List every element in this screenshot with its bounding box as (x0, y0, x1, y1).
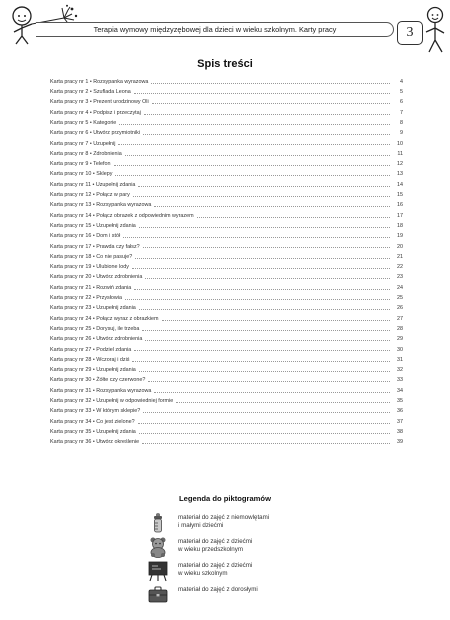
toc-entry (50, 250, 403, 260)
toc-entry-page: 39 (397, 439, 403, 446)
toc-entry-page: 18 (397, 222, 403, 229)
toc-entry-label: Karta pracy nr 30 • Żółte czy czerwone? (50, 377, 146, 384)
toc-dot-leader (145, 278, 390, 279)
toc-entry-label: Karta pracy nr 8 • Zdrobnienia (50, 150, 122, 157)
toc-entry-page: 13 (397, 171, 403, 178)
toc-entry-label: Karta pracy nr 19 • Ulubione lody (50, 264, 129, 271)
toc-entry-page: 35 (397, 398, 403, 404)
toc-entry (50, 394, 403, 404)
legend-text-line: i małymi dziećmi (178, 522, 224, 530)
toc-entry-page: 9 (400, 130, 403, 137)
toc-dot-leader (135, 258, 390, 259)
toc-entry (50, 157, 403, 167)
toc-entry (50, 137, 403, 147)
toc-dot-leader (145, 340, 390, 341)
toc-entry (50, 240, 403, 250)
toc-entry (50, 435, 403, 445)
toc-entry-page: 29 (397, 336, 403, 343)
toc-dot-leader (152, 103, 390, 104)
toc-entry-label: Karta pracy nr 36 • Utwórz określenie (50, 439, 140, 446)
toc-entry-label: Karta pracy nr 29 • Uzupełnij zdania (50, 367, 136, 374)
toc-dot-leader (154, 206, 390, 207)
toc-dot-leader (134, 350, 390, 351)
toc-dot-leader (114, 165, 390, 166)
toc-entry-label: Karta pracy nr 7 • Uzupełnij (50, 140, 116, 147)
toc-dot-leader (134, 289, 390, 290)
toc-dot-leader (139, 371, 390, 372)
toc-entry-label: Karta pracy nr 13 • Rozsypanka wyrazowa (50, 202, 152, 209)
toc-entry-label: Karta pracy nr 20 • Utwórz zdrobnienia (50, 274, 143, 281)
legend-item-school (146, 560, 346, 584)
toc-entry-page: 38 (397, 428, 403, 435)
toc-entry-page: 28 (397, 325, 403, 332)
toc-entry-label: Karta pracy nr 34 • Co jest zielone? (50, 418, 135, 425)
toc-dot-leader (132, 268, 390, 269)
toc-entry-page: 33 (397, 377, 403, 384)
toc-entry-page: 32 (397, 367, 403, 374)
toc-entry (50, 147, 403, 157)
toc-dot-leader (148, 381, 390, 382)
toc-entry-label: Karta pracy nr 35 • Uzupełnij zdania (50, 428, 136, 435)
toc-dot-leader (162, 320, 390, 321)
toc-entry (50, 116, 403, 126)
legend-text-line: materiał do zajęć z dziećmi (178, 538, 253, 545)
legend-text-line: w wieku przedszkolnym (178, 546, 243, 554)
legend-text (178, 586, 346, 594)
toc-entry (50, 374, 403, 384)
toc-entry-label: Karta pracy nr 15 • Uzupełnij zdania (50, 222, 136, 229)
toc-entry (50, 322, 403, 332)
toc-dot-leader (119, 124, 390, 125)
toc-entry (50, 425, 403, 435)
toc-entry (50, 363, 403, 373)
toc-entry-label: Karta pracy nr 26 • Utwórz zdrobnienia (50, 336, 143, 343)
toc-dot-leader (125, 155, 390, 156)
toc-entry-page: 34 (397, 387, 403, 394)
toc-entry (50, 384, 403, 394)
toc-entry-page: 5 (400, 89, 403, 96)
toc-dot-leader (118, 144, 390, 145)
toc-title: Spis treści (197, 58, 253, 70)
toc-entry-label: Karta pracy nr 32 • Uzupełnij w odpowiedniej formie (50, 398, 174, 404)
baby-bottle-icon (146, 512, 170, 534)
toc-entry-label: Karta pracy nr 9 • Telefon (50, 161, 111, 168)
toc-entry-label: Karta pracy nr 21 • Rozwiń zdania (50, 284, 132, 291)
toc-entry (50, 106, 403, 116)
toc-entry-page: 4 (400, 78, 403, 85)
toc-entry (50, 168, 403, 178)
toc-entry-page: 19 (397, 233, 403, 240)
toc-entry (50, 209, 403, 219)
toc-dot-leader (139, 433, 390, 434)
toc-entry (50, 96, 403, 106)
briefcase-icon (146, 584, 170, 606)
toc-dot-leader (134, 93, 390, 94)
toc-entry-page: 22 (397, 264, 403, 271)
toc-entry-page: 30 (397, 346, 403, 353)
toc-entry (50, 291, 403, 301)
toc-entry-page: 36 (397, 408, 403, 415)
table-of-contents (50, 75, 403, 446)
legend-text-line: w wieku szkolnym (178, 570, 228, 578)
toc-dot-leader (143, 412, 390, 413)
toc-entry (50, 332, 403, 342)
toc-entry (50, 415, 403, 425)
toc-entry (50, 219, 403, 229)
toc-entry-label: Karta pracy nr 12 • Połącz w pary (50, 192, 130, 199)
toc-dot-leader (143, 247, 390, 248)
toc-entry-label: Karta pracy nr 27 • Podziel zdania (50, 346, 132, 353)
legend-text-line: materiał do zajęć z dorosłymi (178, 586, 258, 593)
legend-text-line: materiał do zajęć z dziećmi (178, 562, 253, 569)
toc-entry (50, 178, 403, 188)
toc-entry (50, 229, 403, 239)
toc-entry (50, 199, 403, 209)
toc-entry-page: 24 (397, 284, 403, 291)
toc-dot-leader (139, 227, 390, 228)
page-header (0, 0, 450, 60)
toc-dot-leader (144, 114, 390, 115)
toc-entry (50, 302, 403, 312)
toc-dot-leader (139, 309, 390, 310)
legend-text (178, 562, 346, 578)
toc-dot-leader (142, 443, 390, 444)
toc-entry-label: Karta pracy nr 3 • Prezent urodzinowy Oli (50, 99, 149, 106)
toc-entry-page: 31 (397, 356, 403, 363)
legend-text (178, 538, 346, 554)
toc-entry-page: 21 (397, 253, 403, 260)
toc-entry-label: Karta pracy nr 17 • Prawda czy fałsz? (50, 243, 140, 250)
toc-entry-page: 14 (397, 181, 403, 188)
toc-entry-page: 11 (397, 150, 403, 157)
toc-entry-label: Karta pracy nr 2 • Szuflada Leona (50, 89, 131, 96)
toc-dot-leader (115, 175, 390, 176)
toc-entry-label: Karta pracy nr 22 • Przysłowia (50, 295, 122, 302)
toc-entry (50, 260, 403, 270)
page-number: 3 (406, 25, 414, 40)
toc-entry-page: 10 (397, 140, 403, 147)
toc-entry-page: 27 (397, 315, 403, 322)
toc-entry (50, 126, 403, 136)
toc-dot-leader (154, 392, 390, 393)
toc-entry-label: Karta pracy nr 18 • Co nie pasuje? (50, 253, 133, 260)
toc-dot-leader (143, 134, 390, 135)
toc-dot-leader (151, 83, 390, 84)
toc-entry-page: 17 (397, 212, 403, 219)
toc-entry (50, 281, 403, 291)
toc-entry-label: Karta pracy nr 24 • Połącz wyraz z obrazkiem (50, 315, 159, 322)
toc-entry-page: 8 (400, 119, 403, 126)
toc-entry-page: 26 (397, 305, 403, 312)
legend-item-infants (146, 512, 346, 536)
toc-entry-page: 37 (397, 418, 403, 425)
toc-dot-leader (197, 217, 390, 218)
toc-entry-label: Karta pracy nr 16 • Dom i stół (50, 233, 121, 240)
toc-entry (50, 85, 403, 95)
toc-entry (50, 353, 403, 363)
toc-entry-page: 12 (397, 161, 403, 168)
toc-entry-label: Karta pracy nr 14 • Połącz obrazek z odpowiednim wyrazem (50, 212, 194, 219)
toc-entry-label: Karta pracy nr 31 • Rozsypanka wyrazowa (50, 387, 152, 394)
toc-entry (50, 405, 403, 415)
legend-title: Legenda do piktogramów (179, 494, 271, 503)
toc-entry-page: 7 (400, 109, 403, 116)
toc-entry-label: Karta pracy nr 33 • W którym sklepie? (50, 408, 141, 415)
toc-entry-page: 20 (397, 243, 403, 250)
header-title: Terapia wymowy międzyzębowej dla dzieci w wieku szkolnym. Karty pracy (93, 25, 337, 34)
toc-entry-label: Karta pracy nr 25 • Dorysuj, ile trzeba (50, 325, 140, 332)
toc-dot-leader (133, 196, 390, 197)
toc-entry (50, 343, 403, 353)
toc-entry-page: 15 (397, 192, 403, 199)
toc-entry-label: Karta pracy nr 5 • Kategorie (50, 119, 117, 126)
toc-entry-label: Karta pracy nr 6 • Utwórz przymiotniki (50, 130, 140, 137)
toy-bear-icon (146, 536, 170, 558)
toc-entry (50, 271, 403, 281)
toc-dot-leader (123, 237, 390, 238)
toc-entry (50, 188, 403, 198)
toc-dot-leader (176, 402, 390, 403)
toc-entry-label: Karta pracy nr 11 • Uzupełnij zdania (50, 181, 136, 188)
school-board-icon (146, 560, 170, 582)
toc-dot-leader (138, 186, 390, 187)
toc-entry-label: Karta pracy nr 23 • Uzupełnij zdania (50, 305, 136, 312)
legend-item-adults (146, 584, 346, 608)
legend-text-line: materiał do zajęć z niemowlętami (178, 514, 270, 521)
kid-figure-icon (414, 6, 448, 58)
toc-dot-leader (125, 299, 390, 300)
legend-item-preschool (146, 536, 346, 560)
legend-text (178, 514, 346, 530)
toc-dot-leader (142, 330, 390, 331)
toc-dot-leader (132, 361, 390, 362)
toc-entry-label: Karta pracy nr 10 • Sklepy (50, 171, 113, 178)
toc-entry-page: 6 (400, 99, 403, 106)
toc-entry-label: Karta pracy nr 1 • Rozsypanka wyrazowa (50, 78, 149, 85)
toc-dot-leader (138, 423, 390, 424)
toc-entry (50, 75, 403, 85)
toc-entry-page: 25 (397, 295, 403, 302)
toc-entry-page: 23 (397, 274, 403, 281)
toc-entry-page: 16 (397, 202, 403, 209)
toc-entry-label: Karta pracy nr 4 • Podpisz i przeczytaj (50, 109, 141, 116)
toc-entry-label: Karta pracy nr 28 • Wczoraj i dziś (50, 356, 130, 363)
toc-entry (50, 312, 403, 322)
